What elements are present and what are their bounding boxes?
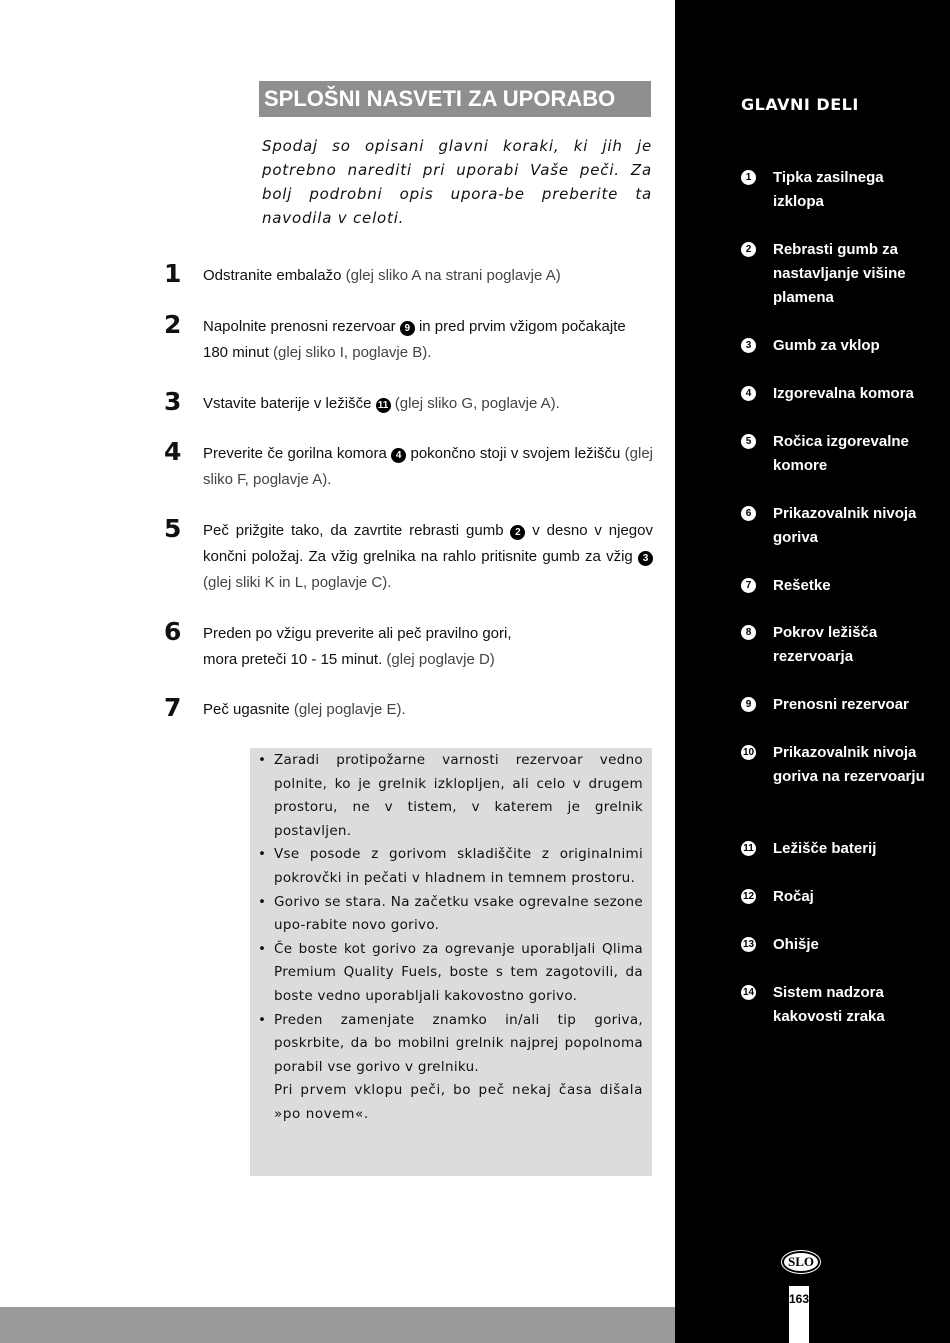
part-label: Ročaj: [773, 888, 814, 905]
step-number: 5: [164, 514, 182, 543]
part-number: 2: [741, 242, 756, 257]
page-number: 163: [789, 1286, 809, 1343]
step-reference: (glej poglavje D): [382, 651, 495, 668]
step-main-text-cont: in pred prvim vžigom počakajte 180 minut: [203, 318, 626, 361]
step-main-text: Odstranite embalažo: [203, 267, 342, 284]
step-number: 4: [164, 437, 182, 466]
footer-bar: [0, 1307, 675, 1343]
step-reference: (glej sliko G, poglavje A).: [390, 395, 560, 412]
step-main-text: Preden po vžigu preverite ali peč pravilno gori, mora preteči 10 - 15 minut.: [203, 625, 512, 668]
part-label: Tipka zasilnega izklopa: [773, 169, 884, 210]
country-badge: SLO: [782, 1251, 820, 1273]
parts-sidebar: [675, 0, 950, 1343]
part-number: 14: [742, 987, 755, 998]
note-item: • Vse posode z gorivom skladiščite z originalnimi pokrovčki in pečati v hladnem in temnem prostoru.: [274, 843, 643, 890]
step-text: [203, 391, 653, 417]
step-reference: (glej sliko F, poglavje A).: [203, 445, 654, 488]
note-item: • Preden zamenjate znamko in/ali tip goriva, poskrbite, da bo mobilni grelnik najprej popolnoma porabil vse gorivo v grelniku.: [274, 1009, 643, 1080]
step-number: 2: [164, 310, 182, 339]
step-reference: (glej sliko I, poglavje B).: [268, 344, 432, 361]
part-label: Ležišče baterij: [773, 840, 877, 857]
step-text: [203, 441, 653, 493]
part-number: 1: [741, 170, 756, 185]
part-number: 8: [741, 625, 756, 640]
step-main-text-cont: pokončno stoji v svojem ležišču: [406, 445, 621, 462]
part-number: 6: [741, 506, 756, 521]
step-text: [203, 314, 653, 366]
part-ref-badge: 3: [638, 551, 653, 566]
part-label: Rešetke: [773, 577, 831, 594]
part-number: 9: [741, 697, 756, 712]
step-main-text: Peč ugasnite: [203, 701, 290, 718]
step-text: [203, 697, 653, 723]
part-number: 3: [741, 338, 756, 353]
step-text: [203, 518, 653, 596]
step-text: [203, 621, 533, 673]
note-item: • Gorivo se stara. Na začetku vsake ogrevalne sezone upo-rabite novo gorivo.: [274, 891, 643, 938]
step-reference: (glej sliko A na strani poglavje A): [341, 267, 561, 284]
part-ref-badge: 2: [510, 525, 525, 540]
step-text: [203, 263, 653, 289]
part-number: 5: [741, 434, 756, 449]
step-number: 3: [164, 387, 182, 416]
part-label: Ročica izgorevalne komore: [773, 433, 909, 474]
part-label: Izgorevalna komora: [773, 385, 914, 402]
part-label: Gumb za vklop: [773, 337, 880, 354]
part-ref-badge: 11: [376, 398, 391, 413]
part-label: Sistem nadzora kakovosti zraka: [773, 984, 885, 1025]
step-number: 1: [164, 259, 182, 288]
part-label: Prenosni rezervoar: [773, 696, 909, 713]
notes-list: [274, 748, 643, 1079]
part-number: 12: [742, 891, 755, 902]
part-number: 13: [742, 939, 755, 950]
note-extra: Pri prvem vklopu peči, bo peč nekaj časa dišala »po novem«.: [274, 1082, 643, 1122]
part-ref-badge: 4: [391, 448, 406, 463]
part-number: 7: [741, 578, 756, 593]
step-main-text: Napolnite prenosni rezervoar: [203, 318, 396, 335]
note-item: • Če boste kot gorivo za ogrevanje uporabljali Qlima Premium Quality Fuels, boste s tem zagotovili, da boste vedno uporabljali kakovostno gorivo.: [274, 938, 643, 1009]
part-label: Pokrov ležišča rezervoarja: [773, 624, 878, 665]
step-main-text: Preverite če gorilna komora: [203, 445, 387, 462]
part-number: 11: [741, 841, 756, 856]
part-label: Prikazovalnik nivoja goriva: [773, 505, 917, 546]
step-main-text-cont: v desno v njegov končni položaj. Za vžig grelnika na rahlo pritisnite gumb za vžig: [203, 522, 653, 565]
part-number: 4: [741, 386, 756, 401]
step-main-text: Peč prižgite tako, da zavrtite rebrasti gumb: [203, 522, 504, 539]
part-label: Rebrasti gumb za nastavljanje višine plamena: [773, 241, 906, 306]
part-label: Ohišje: [773, 936, 819, 953]
step-reference: (glej sliki K in L, poglavje C).: [203, 574, 392, 591]
step-main-text: Vstavite baterije v ležišče: [203, 395, 372, 412]
sidebar-title: GLAVNI DELI: [741, 95, 859, 114]
part-number: 10: [742, 747, 755, 758]
intro-paragraph: Spodaj so opisani glavni koraki, ki jih je potrebno narediti pri uporabi Vaše peči. Za bolj podrobni opis upora-be preberite ta navodila v celoti.: [262, 137, 652, 227]
step-number: 7: [164, 693, 182, 722]
page-title: SPLOŠNI NASVETI ZA UPORABO: [259, 81, 651, 117]
step-reference: (glej poglavje E).: [289, 701, 406, 718]
step-number: 6: [164, 617, 182, 646]
safety-notes-box: [250, 748, 652, 1176]
part-label: Prikazovalnik nivoja goriva na rezervoarju: [773, 744, 925, 785]
note-item: • Zaradi protipožarne varnosti rezervoar vedno polnite, ko je grelnik izklopljen, ali celo v drugem prostoru, ne v tistem, v katerem je grelnik postavljen.: [274, 749, 643, 843]
part-ref-badge: 9: [400, 321, 415, 336]
